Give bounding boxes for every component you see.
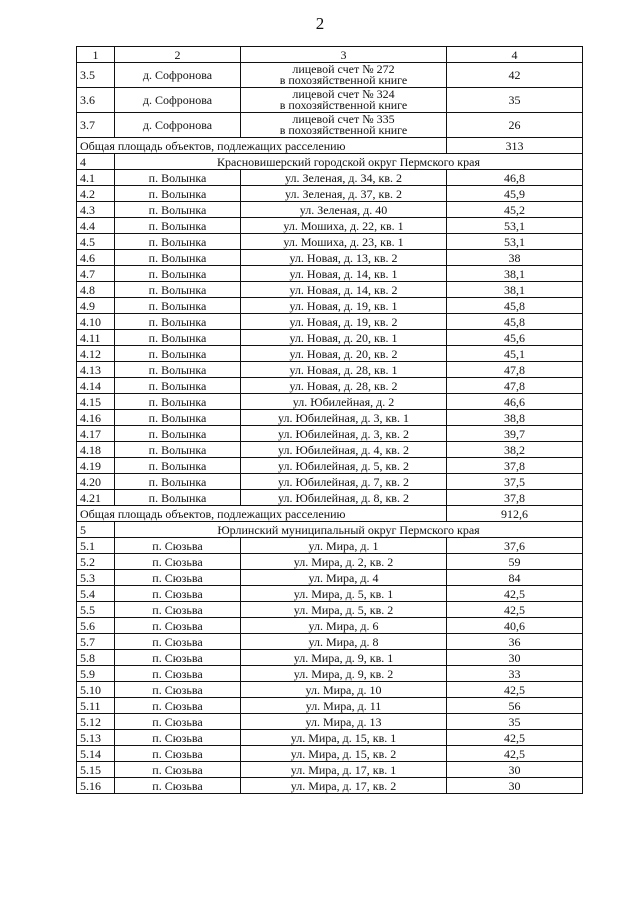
section-number-cell: 5 — [77, 522, 115, 538]
address-line: лицевой счет № 324 — [292, 87, 395, 101]
row-number-cell: 4.14 — [77, 378, 115, 394]
area-cell: 35 — [447, 714, 583, 730]
area-cell: 45,2 — [447, 202, 583, 218]
settlement-cell: п. Сюзьва — [115, 538, 241, 554]
table-row — [77, 266, 583, 282]
address-cell: ул. Мира, д. 9, кв. 2 — [241, 666, 447, 682]
address-cell: ул. Новая, д. 14, кв. 2 — [241, 282, 447, 298]
total-row — [77, 138, 583, 154]
row-number-cell: 4.9 — [77, 298, 115, 314]
table-row — [77, 346, 583, 362]
total-label-cell: Общая площадь объектов, подлежащих расселению — [77, 506, 447, 522]
address-cell: ул. Мира, д. 11 — [241, 698, 447, 714]
column-header: 4 — [447, 47, 583, 63]
address-line: лицевой счет № 335 — [292, 112, 395, 126]
address-cell: ул. Мира, д. 5, кв. 1 — [241, 586, 447, 602]
row-number-cell: 5.3 — [77, 570, 115, 586]
area-cell: 46,6 — [447, 394, 583, 410]
settlement-cell: п. Волынка — [115, 410, 241, 426]
settlement-cell: д. Софронова — [115, 88, 241, 113]
row-number-cell: 4.4 — [77, 218, 115, 234]
settlement-cell: п. Сюзьва — [115, 554, 241, 570]
section-number-cell: 4 — [77, 154, 115, 170]
resettlement-table — [76, 46, 583, 794]
total-label-cell: Общая площадь объектов, подлежащих расселению — [77, 138, 447, 154]
settlement-cell: п. Сюзьва — [115, 618, 241, 634]
table-row — [77, 410, 583, 426]
row-number-cell: 4.15 — [77, 394, 115, 410]
settlement-cell: п. Волынка — [115, 458, 241, 474]
address-cell: ул. Мира, д. 9, кв. 1 — [241, 650, 447, 666]
row-number-cell: 4.10 — [77, 314, 115, 330]
address-cell: ул. Мира, д. 4 — [241, 570, 447, 586]
table-row — [77, 618, 583, 634]
address-cell: ул. Юбилейная, д. 5, кв. 2 — [241, 458, 447, 474]
address-cell: ул. Мира, д. 5, кв. 2 — [241, 602, 447, 618]
column-header: 2 — [115, 47, 241, 63]
address-cell: ул. Мира, д. 17, кв. 2 — [241, 778, 447, 794]
row-number-cell: 5.12 — [77, 714, 115, 730]
address-cell: ул. Мира, д. 2, кв. 2 — [241, 554, 447, 570]
area-cell: 47,8 — [447, 378, 583, 394]
settlement-cell: п. Сюзьва — [115, 650, 241, 666]
section-title-cell: Красновишерский городской округ Пермского края — [115, 154, 583, 170]
table-row — [77, 298, 583, 314]
row-number-cell: 4.6 — [77, 250, 115, 266]
address-cell: ул. Мира, д. 17, кв. 1 — [241, 762, 447, 778]
settlement-cell: п. Волынка — [115, 426, 241, 442]
row-number-cell: 4.21 — [77, 490, 115, 506]
settlement-cell: п. Сюзьва — [115, 634, 241, 650]
area-cell: 38,1 — [447, 266, 583, 282]
row-number-cell: 4.11 — [77, 330, 115, 346]
row-number-cell: 5.16 — [77, 778, 115, 794]
address-cell — [241, 88, 447, 113]
table-row — [77, 362, 583, 378]
area-cell: 53,1 — [447, 234, 583, 250]
table-row — [77, 586, 583, 602]
settlement-cell: п. Волынка — [115, 298, 241, 314]
address-cell: ул. Мира, д. 15, кв. 2 — [241, 746, 447, 762]
address-cell: ул. Новая, д. 19, кв. 1 — [241, 298, 447, 314]
settlement-cell: п. Волынка — [115, 234, 241, 250]
area-cell: 35 — [447, 88, 583, 113]
area-cell: 30 — [447, 650, 583, 666]
area-cell: 36 — [447, 634, 583, 650]
table-row — [77, 88, 583, 113]
address-cell: ул. Юбилейная, д. 4, кв. 2 — [241, 442, 447, 458]
row-number-cell: 4.17 — [77, 426, 115, 442]
area-cell: 42 — [447, 63, 583, 88]
row-number-cell: 4.8 — [77, 282, 115, 298]
area-cell: 45,9 — [447, 186, 583, 202]
settlement-cell: п. Волынка — [115, 378, 241, 394]
table-row — [77, 442, 583, 458]
row-number-cell: 4.3 — [77, 202, 115, 218]
table-row — [77, 490, 583, 506]
table-row — [77, 682, 583, 698]
area-cell: 30 — [447, 778, 583, 794]
table-row — [77, 570, 583, 586]
row-number-cell: 5.2 — [77, 554, 115, 570]
settlement-cell: п. Волынка — [115, 170, 241, 186]
table-row — [77, 250, 583, 266]
area-cell: 45,1 — [447, 346, 583, 362]
row-number-cell: 5.15 — [77, 762, 115, 778]
settlement-cell: п. Волынка — [115, 330, 241, 346]
area-cell: 59 — [447, 554, 583, 570]
settlement-cell: п. Волынка — [115, 490, 241, 506]
table-row — [77, 602, 583, 618]
total-value-cell: 912,6 — [447, 506, 583, 522]
section-header-row — [77, 522, 583, 538]
row-number-cell: 5.4 — [77, 586, 115, 602]
table-row — [77, 634, 583, 650]
address-line: в похозяйственной книге — [279, 98, 408, 112]
table-row — [77, 650, 583, 666]
area-cell: 38,1 — [447, 282, 583, 298]
settlement-cell: п. Волынка — [115, 202, 241, 218]
row-number-cell: 3.5 — [77, 63, 115, 88]
row-number-cell: 4.19 — [77, 458, 115, 474]
area-cell: 45,8 — [447, 298, 583, 314]
row-number-cell: 5.11 — [77, 698, 115, 714]
table-row — [77, 458, 583, 474]
settlement-cell: п. Сюзьва — [115, 602, 241, 618]
area-cell: 37,6 — [447, 538, 583, 554]
area-cell: 46,8 — [447, 170, 583, 186]
address-cell: ул. Юбилейная, д. 7, кв. 2 — [241, 474, 447, 490]
table-row — [77, 234, 583, 250]
address-cell: ул. Мира, д. 15, кв. 1 — [241, 730, 447, 746]
table-row — [77, 730, 583, 746]
table-row — [77, 218, 583, 234]
area-cell: 39,7 — [447, 426, 583, 442]
table-row — [77, 394, 583, 410]
row-number-cell: 4.5 — [77, 234, 115, 250]
settlement-cell: п. Волынка — [115, 346, 241, 362]
area-cell: 38 — [447, 250, 583, 266]
address-cell: ул. Мира, д. 13 — [241, 714, 447, 730]
settlement-cell: п. Волынка — [115, 218, 241, 234]
address-cell — [241, 113, 447, 138]
row-number-cell: 3.7 — [77, 113, 115, 138]
section-title-cell: Юрлинский муниципальный округ Пермского края — [115, 522, 583, 538]
area-cell: 40,6 — [447, 618, 583, 634]
row-number-cell: 5.13 — [77, 730, 115, 746]
settlement-cell: п. Волынка — [115, 186, 241, 202]
area-cell: 33 — [447, 666, 583, 682]
table-row — [77, 63, 583, 88]
settlement-cell: п. Сюзьва — [115, 714, 241, 730]
row-number-cell: 4.13 — [77, 362, 115, 378]
table-row — [77, 426, 583, 442]
table-row — [77, 202, 583, 218]
area-cell: 45,6 — [447, 330, 583, 346]
address-cell: ул. Юбилейная, д. 3, кв. 2 — [241, 426, 447, 442]
area-cell: 38,8 — [447, 410, 583, 426]
settlement-cell: п. Сюзьва — [115, 586, 241, 602]
table-row — [77, 282, 583, 298]
table-row — [77, 746, 583, 762]
address-cell: ул. Мошиха, д. 22, кв. 1 — [241, 218, 447, 234]
table-row — [77, 314, 583, 330]
settlement-cell: д. Софронова — [115, 113, 241, 138]
area-cell: 53,1 — [447, 218, 583, 234]
settlement-cell: п. Волынка — [115, 250, 241, 266]
address-cell: ул. Мира, д. 8 — [241, 634, 447, 650]
row-number-cell: 4.20 — [77, 474, 115, 490]
column-header: 3 — [241, 47, 447, 63]
table-row — [77, 538, 583, 554]
address-cell: ул. Мошиха, д. 23, кв. 1 — [241, 234, 447, 250]
address-cell: ул. Зеленая, д. 34, кв. 2 — [241, 170, 447, 186]
table-row — [77, 778, 583, 794]
settlement-cell: п. Волынка — [115, 266, 241, 282]
row-number-cell: 4.2 — [77, 186, 115, 202]
row-number-cell: 3.6 — [77, 88, 115, 113]
address-cell: ул. Новая, д. 14, кв. 1 — [241, 266, 447, 282]
settlement-cell: п. Сюзьва — [115, 730, 241, 746]
row-number-cell: 5.10 — [77, 682, 115, 698]
area-cell: 56 — [447, 698, 583, 714]
area-cell: 42,5 — [447, 682, 583, 698]
area-cell: 30 — [447, 762, 583, 778]
table-row — [77, 474, 583, 490]
table-row — [77, 714, 583, 730]
area-cell: 42,5 — [447, 602, 583, 618]
address-cell: ул. Мира, д. 10 — [241, 682, 447, 698]
settlement-cell: п. Волынка — [115, 474, 241, 490]
table-row — [77, 170, 583, 186]
settlement-cell: п. Волынка — [115, 314, 241, 330]
address-cell — [241, 63, 447, 88]
address-cell: ул. Мира, д. 6 — [241, 618, 447, 634]
address-cell: ул. Новая, д. 20, кв. 1 — [241, 330, 447, 346]
address-cell: ул. Юбилейная, д. 8, кв. 2 — [241, 490, 447, 506]
area-cell: 45,8 — [447, 314, 583, 330]
table-row — [77, 698, 583, 714]
address-cell: ул. Юбилейная, д. 3, кв. 1 — [241, 410, 447, 426]
settlement-cell: п. Волынка — [115, 394, 241, 410]
page-number: 2 — [315, 14, 325, 33]
column-header: 1 — [77, 47, 115, 63]
settlement-cell: п. Волынка — [115, 282, 241, 298]
settlement-cell: п. Сюзьва — [115, 570, 241, 586]
row-number-cell: 5.1 — [77, 538, 115, 554]
table-row — [77, 554, 583, 570]
address-cell: ул. Зеленая, д. 37, кв. 2 — [241, 186, 447, 202]
row-number-cell: 5.6 — [77, 618, 115, 634]
area-cell: 26 — [447, 113, 583, 138]
settlement-cell: п. Волынка — [115, 442, 241, 458]
settlement-cell: д. Софронова — [115, 63, 241, 88]
row-number-cell: 4.12 — [77, 346, 115, 362]
table-row — [77, 186, 583, 202]
row-number-cell: 5.8 — [77, 650, 115, 666]
row-number-cell: 4.18 — [77, 442, 115, 458]
area-cell: 37,8 — [447, 490, 583, 506]
row-number-cell: 4.16 — [77, 410, 115, 426]
row-number-cell: 5.14 — [77, 746, 115, 762]
address-line: лицевой счет № 272 — [292, 62, 395, 76]
total-row — [77, 506, 583, 522]
address-cell: ул. Новая, д. 28, кв. 1 — [241, 362, 447, 378]
settlement-cell: п. Сюзьва — [115, 762, 241, 778]
address-cell: ул. Новая, д. 19, кв. 2 — [241, 314, 447, 330]
area-cell: 84 — [447, 570, 583, 586]
table-row — [77, 762, 583, 778]
address-cell: ул. Новая, д. 13, кв. 2 — [241, 250, 447, 266]
area-cell: 37,5 — [447, 474, 583, 490]
address-line: в похозяйственной книге — [279, 123, 408, 137]
row-number-cell: 4.1 — [77, 170, 115, 186]
address-line: в похозяйственной книге — [279, 73, 408, 87]
settlement-cell: п. Сюзьва — [115, 698, 241, 714]
row-number-cell: 4.7 — [77, 266, 115, 282]
address-cell: ул. Зеленая, д. 40 — [241, 202, 447, 218]
table-row — [77, 378, 583, 394]
area-cell: 38,2 — [447, 442, 583, 458]
table-body — [77, 47, 583, 794]
table-row — [77, 666, 583, 682]
area-cell: 42,5 — [447, 586, 583, 602]
address-cell: ул. Мира, д. 1 — [241, 538, 447, 554]
table-row — [77, 330, 583, 346]
address-cell: ул. Новая, д. 28, кв. 2 — [241, 378, 447, 394]
address-cell: ул. Новая, д. 20, кв. 2 — [241, 346, 447, 362]
table-row — [77, 113, 583, 138]
settlement-cell: п. Сюзьва — [115, 666, 241, 682]
section-header-row — [77, 154, 583, 170]
row-number-cell: 5.7 — [77, 634, 115, 650]
table-header-row — [77, 47, 583, 63]
area-cell: 47,8 — [447, 362, 583, 378]
area-cell: 37,8 — [447, 458, 583, 474]
area-cell: 42,5 — [447, 730, 583, 746]
settlement-cell: п. Сюзьва — [115, 778, 241, 794]
area-cell: 42,5 — [447, 746, 583, 762]
total-value-cell: 313 — [447, 138, 583, 154]
settlement-cell: п. Волынка — [115, 362, 241, 378]
settlement-cell: п. Сюзьва — [115, 746, 241, 762]
row-number-cell: 5.5 — [77, 602, 115, 618]
row-number-cell: 5.9 — [77, 666, 115, 682]
settlement-cell: п. Сюзьва — [115, 682, 241, 698]
address-cell: ул. Юбилейная, д. 2 — [241, 394, 447, 410]
